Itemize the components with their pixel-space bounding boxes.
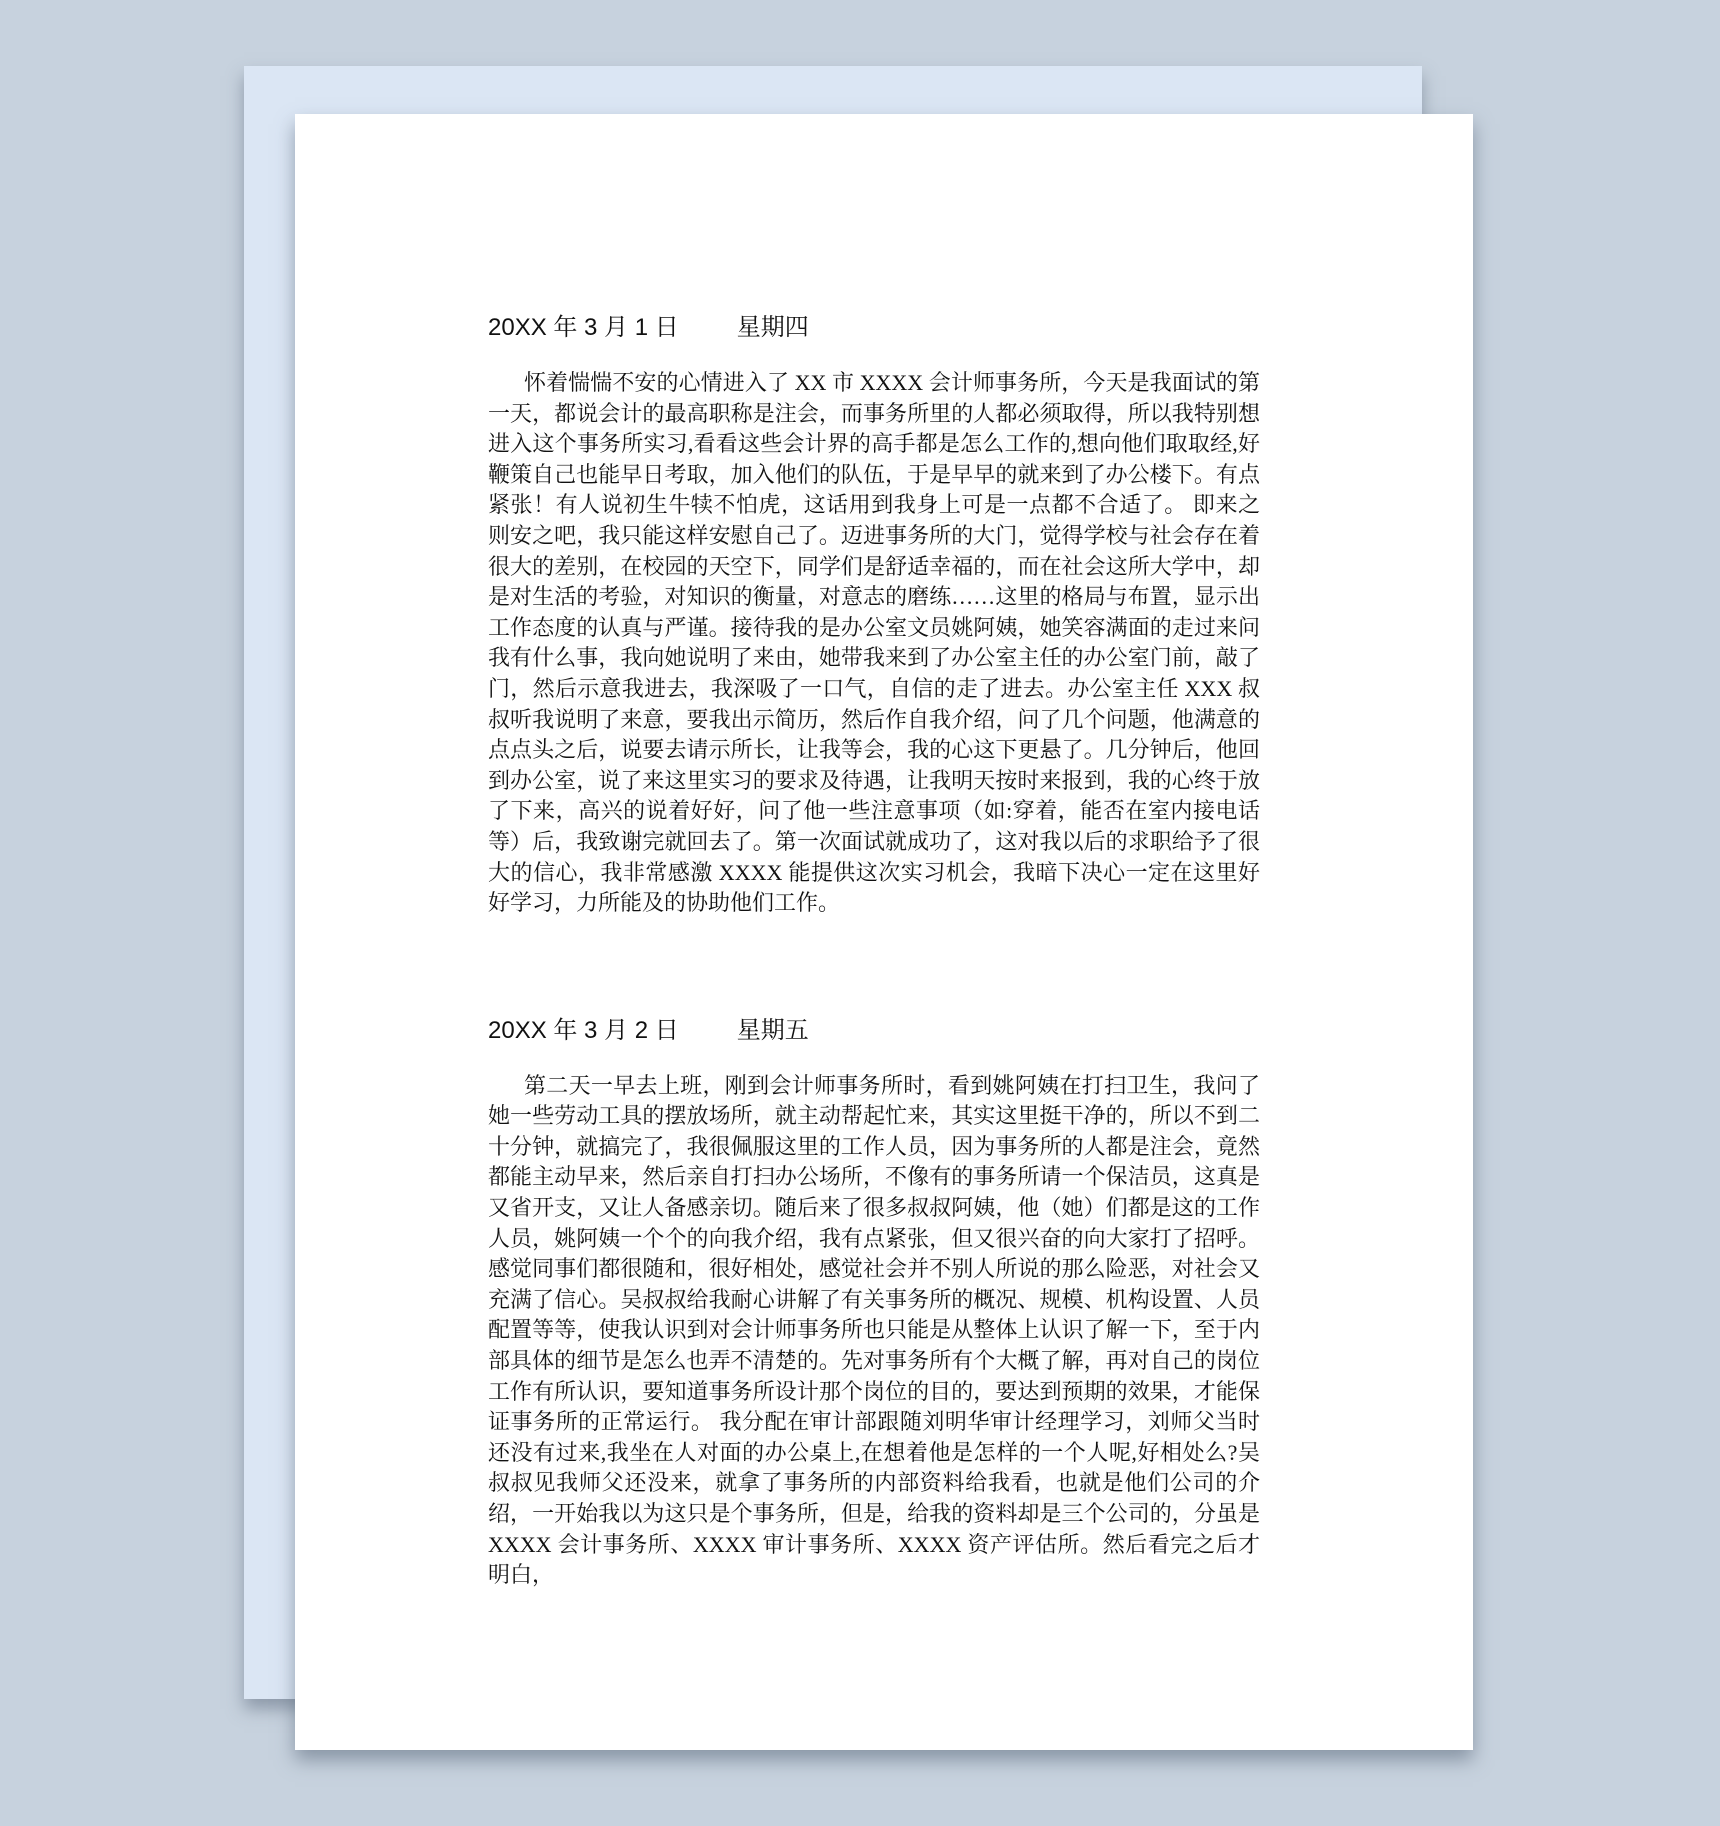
document-page — [295, 114, 1473, 1750]
entry-weekday: 星期五 — [736, 1016, 809, 1044]
diary-entry — [488, 312, 1260, 919]
entry-heading — [488, 1015, 1260, 1047]
entry-weekday: 星期四 — [736, 314, 809, 341]
entry-heading — [488, 312, 1260, 344]
document-text-block — [488, 312, 1260, 1591]
diary-entry — [488, 1015, 1260, 1591]
entry-paragraph: 第二天一早去上班，刚到会计师事务所时，看到姚阿姨在打扫卫生，我问了她一些劳动工具的摆放场所，就主动帮起忙来，其实这里挺干净的，所以不到二十分钟，就搞完了，我很佩服这里的工作人员，因为事务所的人都是注会，竟然都能主动早来，然后亲自打扫办公场所，不像有的事务所请一个保洁员，这真是又省开支，又让人备感亲切。随后来了很多叔叔阿姨，他（她）们都是这的工作人员，姚阿姨一个个的向我介绍，我有点紧张，但又很兴奋的向大家打了招呼。感觉同事们都很随和，很好相处，感觉社会并不别人所说的那么险恶，对社会又充满了信心。吴叔叔给我耐心讲解了有关事务所的概况、规模、机构设置、人员配置等等，使我认识到对会计师事务所也只能是从整体上认识了解一下，至于内部具体的细节是怎么也弄不清楚的。先对事务所有个大概了解，再对自己的岗位工作有所认识，要知道事务所设计那个岗位的目的，要达到预期的效果，才能保证事务所的正常运行。 我分配在审计部跟随刘明华审计经理学习，刘师父当时还没有过来,我坐在人对面的办公桌上,在想着他是怎样的一个人呢,好相处么?吴叔叔见我师父还没来，就拿了事务所的内部资料给我看，也就是他们公司的介绍，一开始我以为这只是个事务所，但是，给我的资料却是三个公司的，分虽是 XXXX 会计事务所、XXXX 审计事务所、XXXX 资产评估所。然后看完之后才明白， — [488, 1072, 1260, 1588]
entry-paragraph: 怀着惴惴不安的心情进入了 XX 市 XXXX 会计师事务所，今天是我面试的第一天，都说会计的最高职称是注会，而事务所里的人都必须取得，所以我特别想进入这个事务所实习,看看这些会计界的高手都是怎么工作的,想向他们取取经,好鞭策自己也能早日考取，加入他们的队伍，于是早早的就来到了办公楼下。有点紧张！有人说初生牛犊不怕虎，这话用到我身上可是一点都不合适了。 即来之则安之吧，我只能这样安慰自己了。迈进事务所的大门，觉得学校与社会存在着很大的差别，在校园的天空下，同学们是舒适幸福的，而在社会这所大学中，却是对生活的考验，对知识的衡量，对意志的磨练……这里的格局与布置，显示出工作态度的认真与严谨。接待我的是办公室文员姚阿姨，她笑容满面的走过来问我有什么事，我向她说明了来由，她带我来到了办公室主任的办公室门前，敲了门，然后示意我进去，我深吸了一口气，自信的走了进去。办公室主任 XXX 叔叔听我说明了来意，要我出示简历，然后作自我介绍，问了几个问题，他满意的点点头之后，说要去请示所长，让我等会，我的心这下更悬了。几分钟后，他回到办公室，说了来这里实习的要求及待遇，让我明天按时来报到，我的心终于放了下来，高兴的说着好好，问了他一些注意事项（如:穿着，能否在室内接电话等）后，我致谢完就回去了。第一次面试就成功了，这对我以后的求职给予了很大的信心，我非常感激 XXXX 能提供这次实习机会，我暗下决心一定在这里好好学习，力所能及的协助他们工作。 — [488, 370, 1260, 916]
entry-date: 20XX 年 3 月 1 日 — [488, 314, 679, 341]
entry-date: 20XX 年 3 月 2 日 — [488, 1016, 679, 1044]
